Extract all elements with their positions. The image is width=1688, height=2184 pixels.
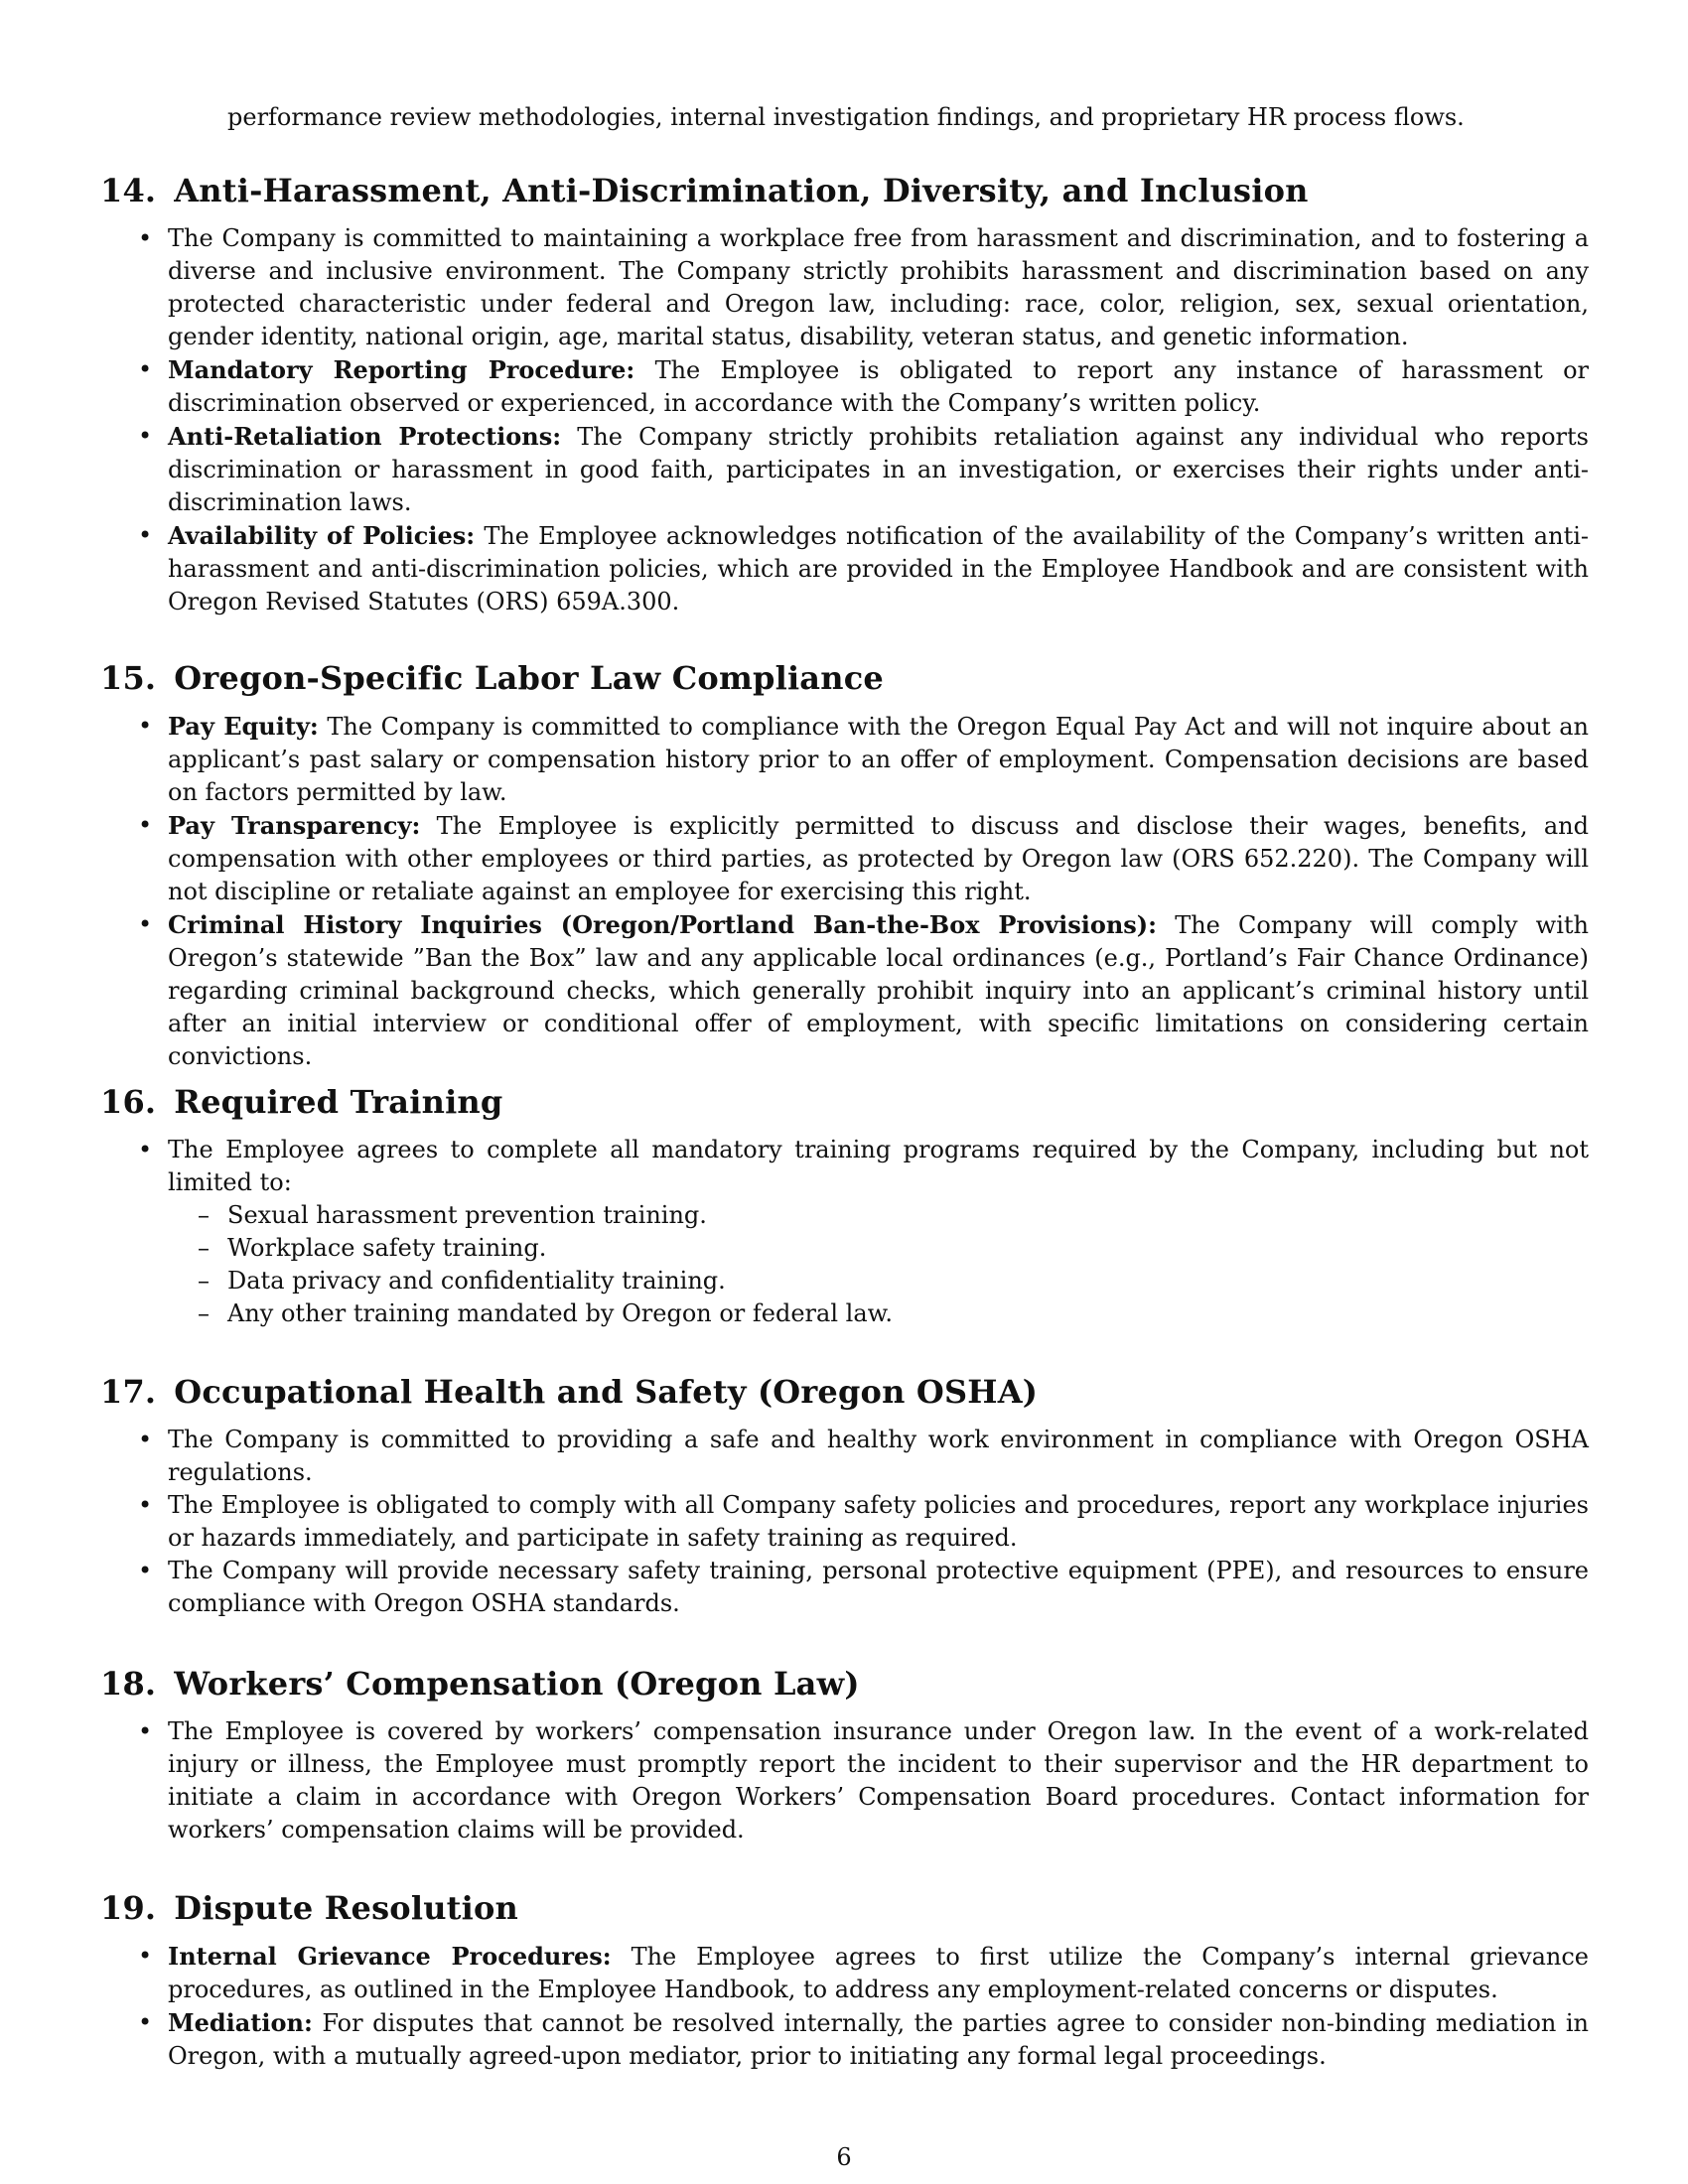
item-text: The Company will provide necessary safety training, personal protective equipment (PPE), and resources to ensure compliance with Oregon OSHA standards. bbox=[168, 1557, 1589, 1617]
item-text: The Employee agrees to complete all mandatory training programs required by the Company, including but not limited to: bbox=[168, 1136, 1589, 1196]
section-19 bbox=[100, 1888, 1589, 2073]
sub-list-item: – Any other training mandated by Oregon or federal law. bbox=[168, 1297, 1589, 1330]
section-18 bbox=[100, 1664, 1589, 1846]
page-number: 6 bbox=[836, 2143, 852, 2171]
section-14 bbox=[100, 171, 1589, 618]
item-text: The Company is committed to providing a safe and healthy work environment in compliance with Oregon OSHA regulations. bbox=[168, 1426, 1589, 1486]
list-item bbox=[100, 2006, 1589, 2073]
item-term: Criminal History Inquiries (Oregon/Portland Ban-the-Box Provisions): bbox=[168, 910, 1158, 939]
list-item bbox=[100, 809, 1589, 908]
bullet-list bbox=[100, 1134, 1589, 1330]
item-term: Availability of Policies: bbox=[168, 521, 476, 550]
item-term: Pay Equity: bbox=[168, 712, 319, 741]
section-number: 14. bbox=[100, 172, 157, 209]
item-text: The Company strictly prohibits retaliation against any individual who reports discrimination or harassment in good faith, participates in an investigation, or exercises their rights under anti-discrimination laws. bbox=[168, 423, 1589, 516]
section-heading bbox=[100, 1082, 1589, 1122]
list-item bbox=[100, 1424, 1589, 1489]
section-number: 18. bbox=[100, 1665, 157, 1703]
item-term: Anti-Retaliation Protections: bbox=[168, 422, 562, 451]
section-heading bbox=[100, 658, 1589, 698]
item-text: The Employee is covered by workers’ compensation insurance under Oregon law. In the event of a work-related injury or illness, the Employee must promptly report the incident to their supervisor and the HR department to initiate a claim in accordance with Oregon Workers’ Compensation Board procedures. Contact information for workers’ compensation claims will be provided. bbox=[168, 1717, 1589, 1843]
section-number: 19. bbox=[100, 1889, 157, 1927]
item-text: The Employee acknowledges notification of the availability of the Company’s written anti-harassment and anti-discrimination policies, which are provided in the Employee Handbook and are consistent with Oregon Revised Statutes (ORS) 659A.300. bbox=[168, 522, 1589, 615]
item-text: The Employee is explicitly permitted to discuss and disclose their wages, benefits, and compensation with other employees or third parties, as protected by Oregon law (ORS 652.220). The Company will not discipline or retaliate against an employee for exercising this right. bbox=[168, 812, 1589, 905]
item-text: The Company is committed to maintaining a workplace free from harassment and discrimination, and to fostering a diverse and inclusive environment. The Company strictly prohibits harassment and discrimination based on any protected characteristic under federal and Oregon law, including: race, color, religion, sex, sexual orientation, gender identity, national origin, age, marital status, disability, veteran status, and genetic information. bbox=[168, 224, 1589, 350]
section-title: Anti-Harassment, Anti-Discrimination, Diversity, and Inclusion bbox=[174, 172, 1309, 209]
list-item bbox=[100, 519, 1589, 618]
section-title: Occupational Health and Safety (Oregon OSHA) bbox=[174, 1373, 1039, 1411]
item-text: For disputes that cannot be resolved internally, the parties agree to consider non-binding mediation in Oregon, with a mutually agreed-upon mediator, prior to initiating any formal legal proceedings. bbox=[168, 2009, 1589, 2070]
item-term: Internal Grievance Procedures: bbox=[168, 1942, 612, 1971]
item-text: The Employee is obligated to comply with all Company safety policies and procedures, report any workplace injuries or hazards immediately, and participate in safety training as required. bbox=[168, 1491, 1589, 1552]
bullet-list bbox=[100, 1715, 1589, 1846]
sub-list-item: – Data privacy and confidentiality training. bbox=[168, 1265, 1589, 1297]
list-item bbox=[100, 1715, 1589, 1846]
item-text: The Employee is obligated to report any instance of harassment or discrimination observed or experienced, in accordance with the Company’s written policy. bbox=[168, 356, 1589, 417]
section-title: Required Training bbox=[174, 1083, 503, 1121]
section-title: Oregon-Specific Labor Law Compliance bbox=[174, 659, 884, 697]
list-item bbox=[100, 1134, 1589, 1330]
section-heading bbox=[100, 171, 1589, 210]
sub-list-item: – Workplace safety training. bbox=[168, 1232, 1589, 1265]
list-item bbox=[100, 1555, 1589, 1620]
bullet-list bbox=[100, 222, 1589, 618]
continued-paragraph: performance review methodologies, internal investigation findings, and proprietary HR process flows. bbox=[227, 103, 1465, 131]
section-heading bbox=[100, 1888, 1589, 1928]
section-17 bbox=[100, 1372, 1589, 1620]
list-item bbox=[100, 908, 1589, 1073]
list-item bbox=[100, 353, 1589, 420]
item-term: Mandatory Reporting Procedure: bbox=[168, 355, 635, 384]
list-item bbox=[100, 420, 1589, 519]
section-15 bbox=[100, 658, 1589, 1073]
item-text: The Company is committed to compliance with the Oregon Equal Pay Act and will not inquire about an applicant’s past salary or compensation history prior to an offer of employment. Compensation decisions are based on factors permitted by law. bbox=[168, 713, 1589, 806]
section-number: 17. bbox=[100, 1373, 157, 1411]
item-text: The Company will comply with Oregon’s statewide ”Ban the Box” law and any applicable local ordinances (e.g., Portland’s Fair Chance Ordinance) regarding criminal background checks, which generally prohibit inquiry into an applicant’s criminal history until after an initial interview or conditional offer of employment, with specific limitations on considering certain convictions. bbox=[168, 911, 1589, 1070]
section-heading bbox=[100, 1372, 1589, 1412]
bullet-list bbox=[100, 1940, 1589, 2073]
sub-list-item: – Sexual harassment prevention training. bbox=[168, 1199, 1589, 1232]
section-number: 16. bbox=[100, 1083, 157, 1121]
section-number: 15. bbox=[100, 659, 157, 697]
item-term: Mediation: bbox=[168, 2008, 313, 2037]
list-item bbox=[100, 1940, 1589, 2006]
section-title: Workers’ Compensation (Oregon Law) bbox=[174, 1665, 860, 1703]
item-term: Pay Transparency: bbox=[168, 811, 421, 840]
list-item bbox=[100, 710, 1589, 809]
bullet-list bbox=[100, 1424, 1589, 1620]
sub-list bbox=[168, 1199, 1589, 1330]
list-item bbox=[100, 1489, 1589, 1555]
section-16 bbox=[100, 1082, 1589, 1330]
section-heading bbox=[100, 1664, 1589, 1704]
bullet-list bbox=[100, 710, 1589, 1073]
list-item bbox=[100, 222, 1589, 353]
item-text: The Employee agrees to first utilize the Company’s internal grievance procedures, as outlined in the Employee Handbook, to address any employment-related concerns or disputes. bbox=[168, 1943, 1589, 2003]
section-title: Dispute Resolution bbox=[174, 1889, 519, 1927]
